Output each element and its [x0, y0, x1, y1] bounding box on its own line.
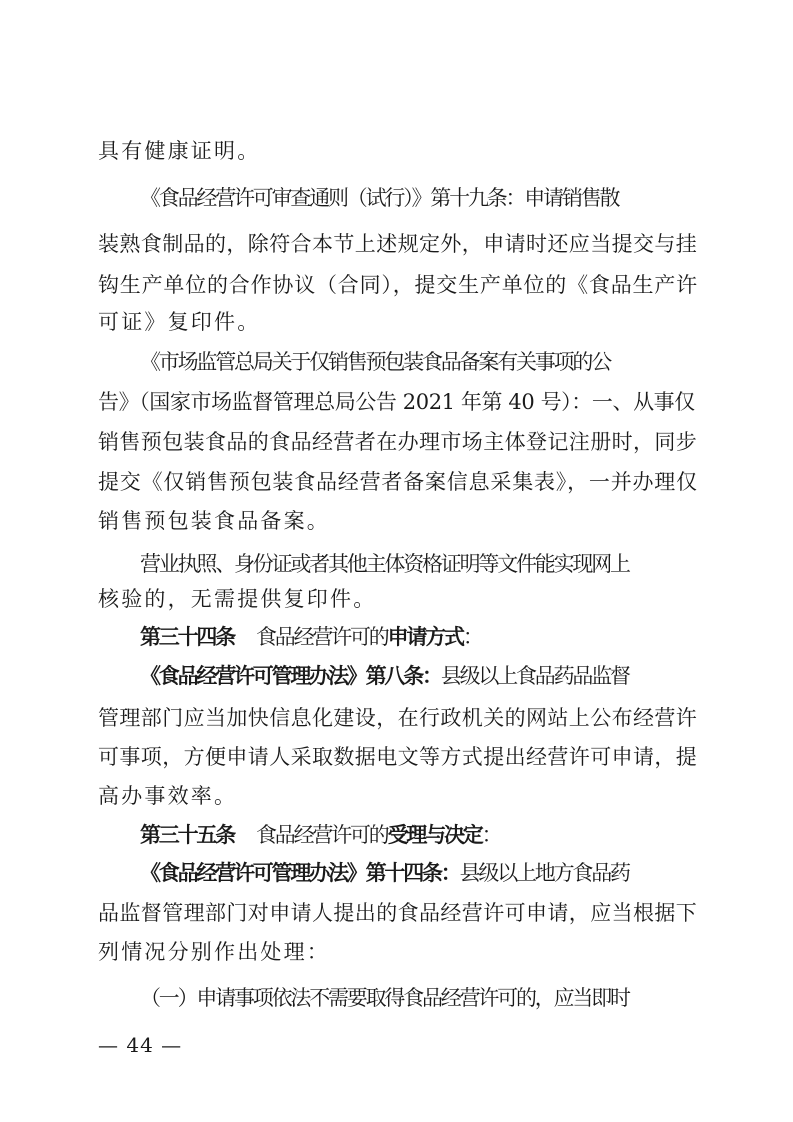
text-span: 县级以上地方食品药 [459, 861, 629, 885]
article-text: 食品经营许可的 [256, 625, 388, 649]
article-emphasis: 申请方式 [387, 625, 463, 649]
text-line [140, 661, 740, 691]
regulation-citation: 《食品经营许可管理办法》第八条： [140, 664, 441, 688]
text-line: 《市场监管总局关于仅销售预包装食品备案有关事项的公 [140, 350, 610, 374]
text-line: 销售预包装食品备案。 [98, 509, 330, 533]
text-line: 具有健康证明。 [98, 139, 261, 163]
text-span: 县级以上食品药品监督 [440, 664, 629, 688]
article-colon: ： [462, 625, 482, 649]
article-emphasis: 受理与决定 [387, 823, 482, 847]
article-34-heading [140, 622, 740, 652]
text-line: 告》（国家市场监督管理总局公告 2021 年第 40 号）：一、从事仅 [98, 390, 695, 414]
text-line: 装熟食制品的，除符合本节上述规定外，申请时还应当提交与挂 [98, 232, 698, 256]
text-line: 《食品经营许可审查通则（试行）》第十九条：申请销售散 [140, 186, 619, 210]
text-line: 提交《仅销售预包装食品经营者备案信息采集表》，一并办理仅 [98, 470, 698, 494]
text-line: 营业执照、身份证或者其他主体资格证明等文件能实现网上 [140, 552, 629, 576]
article-text: 食品经营许可的 [256, 823, 388, 847]
text-line: 可事项，方便申请人采取数据电文等方式提出经营许可申请，提 [98, 745, 698, 769]
article-35-heading [140, 820, 740, 850]
text-line: 钩生产单位的合作协议（合同），提交生产单位的《食品生产许 [98, 273, 698, 297]
text-line: （一）申请事项依法不需要取得食品经营许可的，应当即时 [140, 986, 629, 1010]
regulation-citation: 《食品经营许可管理办法》第十四条： [140, 861, 460, 885]
text-line: 高办事效率。 [98, 784, 238, 808]
article-label: 第三十四条 [140, 625, 234, 649]
text-line: 核验的，无需提供复印件。 [98, 587, 377, 611]
text-line [140, 858, 740, 888]
text-line: 销售预包装食品的食品经营者在办理市场主体登记注册时，同步 [98, 430, 698, 454]
article-colon: ： [481, 823, 501, 847]
article-label: 第三十五条 [140, 823, 234, 847]
text-line: 列情况分别作出处理： [98, 940, 330, 964]
text-line: 管理部门应当加快信息化建设，在行政机关的网站上公布经营许 [98, 706, 698, 730]
text-line: 可证》复印件。 [98, 310, 261, 334]
page-number: — 44 — [98, 1033, 183, 1057]
text-line: 品监督管理部门对申请人提出的食品经营许可申请，应当根据下 [98, 901, 698, 925]
